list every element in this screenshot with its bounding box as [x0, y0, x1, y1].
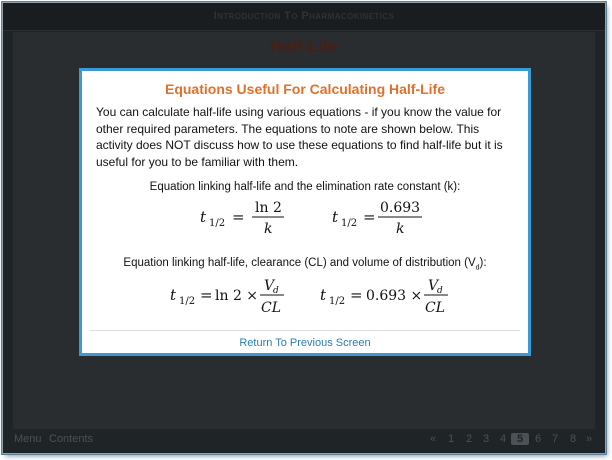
equation-row-cl-vd	[82, 271, 528, 319]
equations-dialog	[79, 68, 531, 356]
menu-link[interactable]: Menu	[14, 433, 42, 445]
eq-denominator-cl: CL	[261, 300, 282, 316]
page-title: Half-Life	[270, 37, 338, 56]
app-window	[3, 3, 605, 453]
page-link-2[interactable]: 2	[465, 433, 473, 445]
eq-symbol-t: t	[170, 286, 177, 304]
eq-numerator-v: V	[264, 278, 275, 294]
return-to-previous-screen-link[interactable]: Return To Previous Screen	[239, 337, 371, 349]
eq-denominator-k: k	[264, 221, 273, 237]
equation-half-life-ln2-k	[200, 200, 284, 237]
eq-equals: =	[200, 286, 213, 304]
dialog-intro-text: You can calculate half-life using various equations - if you know the value for other required parameters. The equations to note are shown below. This activity does NOT discuss how to use these equations to find half-life but it is useful for you to be familiar with them.	[96, 105, 503, 169]
equation-caption-cl-vd	[82, 257, 528, 271]
eq-equals: =	[232, 208, 245, 226]
eq-subscript-half: 1/2	[179, 296, 196, 307]
equation-half-life-const-vd-cl	[320, 278, 448, 316]
eq-equals: =	[350, 286, 363, 304]
caption-subscript: d	[475, 264, 480, 272]
caption-text-end: ):	[479, 257, 487, 269]
eq-denominator-cl: CL	[425, 300, 446, 316]
eq-numerator-d: d	[273, 286, 279, 296]
app-header	[3, 3, 605, 31]
equation-half-life-ln2-vd-cl	[170, 278, 284, 316]
eq-ln2-times: ln 2 ×	[215, 288, 259, 304]
eq-subscript-half: 1/2	[341, 218, 358, 229]
eq-symbol-t: t	[320, 286, 327, 304]
page-link-1[interactable]: 1	[447, 433, 455, 445]
eq-numerator-const: 0.693	[380, 200, 421, 216]
eq-const-times: 0.693 ×	[366, 288, 423, 304]
dialog-divider	[90, 330, 520, 331]
equation-row-k	[82, 195, 528, 239]
equation-caption-k: Equation linking half-life and the elimination rate constant (k):	[149, 181, 461, 193]
previous-page-arrow[interactable]: «	[429, 433, 437, 445]
next-page-arrow[interactable]: »	[585, 433, 593, 445]
eq-denominator-k: k	[396, 221, 405, 237]
footer-nav	[3, 433, 605, 453]
page-link-3[interactable]: 3	[482, 433, 490, 445]
page-link-7[interactable]: 7	[551, 433, 559, 445]
equation-half-life-const-k	[332, 200, 422, 237]
page-link-4[interactable]: 4	[499, 433, 507, 445]
page-link-8[interactable]: 8	[569, 433, 577, 445]
eq-symbol-t: t	[332, 208, 339, 226]
page-link-6[interactable]: 6	[534, 433, 542, 445]
eq-numerator-v: V	[428, 278, 439, 294]
eq-subscript-half: 1/2	[209, 218, 226, 229]
eq-numerator-ln2: ln 2	[255, 200, 282, 216]
app-title: Introduction To Pharmacokinetics	[213, 10, 395, 22]
eq-symbol-t: t	[200, 208, 207, 226]
dialog-title: Equations Useful For Calculating Half-Life	[164, 81, 446, 97]
caption-text: Equation linking half-life, clearance (CL) and volume of distribution (V	[123, 257, 476, 269]
eq-subscript-half: 1/2	[329, 296, 346, 307]
contents-link[interactable]: Contents	[49, 433, 94, 445]
page-link-5-current[interactable]: 5	[511, 433, 529, 445]
eq-numerator-d: d	[437, 286, 443, 296]
eq-equals: =	[363, 208, 376, 226]
content-area	[13, 32, 595, 429]
